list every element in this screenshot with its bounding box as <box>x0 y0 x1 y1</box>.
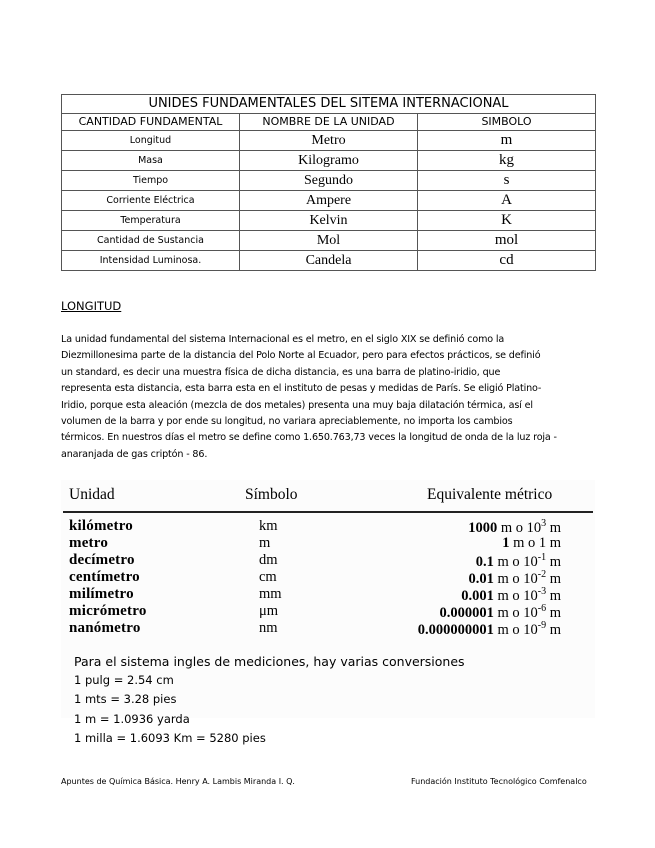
metric-symbol: μm <box>259 603 279 619</box>
footer-institution: Fundación Instituto Tecnológico Comfenalco <box>411 777 587 786</box>
metric-mid: m o 10 <box>493 570 538 587</box>
metric-exponent: -1 <box>537 552 547 563</box>
metric-symbol: m <box>259 535 271 551</box>
conversion-item: 1 m = 1.0936 yarda <box>74 711 190 726</box>
metric-tail: m <box>546 519 561 536</box>
metric-row <box>61 552 595 569</box>
unit-name-cell: Candela <box>240 251 418 271</box>
metric-mid: m o 1 m <box>509 535 561 551</box>
paragraph-line: La unidad fundamental del sistema Internacional es el metro, en el siglo XIX se definió como la <box>61 334 505 345</box>
metric-header-symbol: Símbolo <box>245 486 298 503</box>
unit-name-cell: Mol <box>240 231 418 251</box>
paragraph-line: volumen de la barra y por ende su longitud, no variara apreciablemente, no importa los cambios <box>61 416 513 428</box>
symbol-cell: cd <box>418 251 596 271</box>
unit-name-cell: Kilogramo <box>240 151 418 171</box>
symbol-cell: A <box>418 191 596 211</box>
metric-row <box>61 569 595 586</box>
metric-header-equivalent: Equivalente métrico <box>427 486 553 503</box>
conversions-intro: Para el sistema ingles de mediciones, hay varias conversiones <box>74 654 465 669</box>
fundamental-units-table <box>61 94 596 271</box>
paragraph-line: representa esta distancia, esta barra esta en el instituto de pesas y medidas de París. Se eligió Platino- <box>61 383 542 395</box>
metric-unit: kilómetro <box>69 518 134 534</box>
metric-symbol: km <box>259 518 278 534</box>
table-title: UNIDES FUNDAMENTALES DEL SITEMA INTERNACIONAL <box>62 95 596 114</box>
header-unit-name: NOMBRE DE LA UNIDAD <box>240 114 418 131</box>
table-row <box>62 151 596 171</box>
symbol-cell: kg <box>418 151 596 171</box>
metric-row <box>61 586 595 603</box>
english-conversions <box>74 652 465 748</box>
metric-symbol: mm <box>259 586 282 602</box>
metric-header-unit: Unidad <box>69 486 115 503</box>
metric-tail: m <box>546 621 561 638</box>
metric-exponent: 3 <box>541 518 547 529</box>
metric-tail: m <box>546 570 561 587</box>
table-row <box>62 251 596 271</box>
paragraph-line: anaranjada de gas criptón - 86. <box>61 448 208 460</box>
metric-value: 0.1 <box>475 553 494 570</box>
metric-exponent: -2 <box>537 569 547 580</box>
metric-symbol: nm <box>259 620 278 636</box>
metric-equivalent <box>439 603 561 622</box>
metric-equivalent <box>468 518 561 537</box>
table-title-row <box>62 95 596 114</box>
metric-value: 0.001 <box>461 587 494 604</box>
symbol-cell: mol <box>418 231 596 251</box>
header-symbol: SIMBOLO <box>418 114 596 131</box>
metric-equivalent <box>418 620 561 639</box>
metric-mid: m o 10 <box>493 621 538 638</box>
metric-tail: m <box>546 553 561 570</box>
paragraph-line: un standard, es decir una muestra física de dicha distancia, es una barra de platino-iridio, que <box>61 366 501 378</box>
metric-mid: m o 10 <box>497 519 542 536</box>
metric-equivalent <box>502 535 561 552</box>
metric-value: 0.000000001 <box>417 621 494 638</box>
metric-unit: decímetro <box>69 552 135 568</box>
unit-name-cell: Ampere <box>240 191 418 211</box>
metric-value: 0.01 <box>468 570 494 587</box>
table-row <box>62 211 596 231</box>
metric-row <box>61 620 595 637</box>
conversion-item: 1 mts = 3.28 pies <box>74 692 177 707</box>
header-quantity: CANTIDAD FUNDAMENTAL <box>62 114 240 131</box>
metric-equivalent <box>476 552 561 571</box>
metric-row <box>61 518 595 535</box>
quantity-cell: Intensidad Luminosa. <box>62 251 240 271</box>
metric-unit: micrómetro <box>69 603 147 619</box>
table-header-row <box>62 114 596 131</box>
quantity-cell: Cantidad de Sustancia <box>62 231 240 251</box>
metric-equivalent <box>468 569 561 588</box>
table-row <box>62 231 596 251</box>
body-paragraph <box>61 332 606 463</box>
paragraph-line: Iridio, porque esta aleación (mezcla de dos metales) presenta una muy baja dilatación térmica, así el <box>61 399 533 411</box>
metric-equivalent <box>461 586 561 605</box>
table-row <box>62 191 596 211</box>
metric-value: 1 <box>502 535 510 551</box>
quantity-cell: Tiempo <box>62 171 240 191</box>
section-heading: LONGITUD <box>61 299 122 313</box>
quantity-cell: Temperatura <box>62 211 240 231</box>
symbol-cell: s <box>418 171 596 191</box>
metric-exponent: -6 <box>537 603 547 614</box>
metric-symbol: cm <box>259 569 277 585</box>
metric-tail: m <box>546 604 561 621</box>
metric-tail: m <box>546 587 561 604</box>
metric-unit: metro <box>69 535 109 551</box>
conversion-item: 1 milla = 1.6093 Km = 5280 pies <box>74 730 266 745</box>
metric-unit: nanómetro <box>69 620 141 636</box>
metric-unit: milímetro <box>69 586 134 602</box>
table-row <box>62 171 596 191</box>
conversion-item: 1 pulg = 2.54 cm <box>74 673 174 687</box>
unit-name-cell: Segundo <box>240 171 418 191</box>
quantity-cell: Longitud <box>62 131 240 151</box>
metric-header-divider <box>63 511 593 513</box>
symbol-cell: m <box>418 131 596 151</box>
unit-name-cell: Metro <box>240 131 418 151</box>
metric-row <box>61 603 595 620</box>
footer-author: Apuntes de Química Básica. Henry A. Lambis Miranda I. Q. <box>61 777 295 786</box>
metric-mid: m o 10 <box>493 604 538 621</box>
metric-row <box>61 535 595 552</box>
metric-exponent: -9 <box>537 620 547 631</box>
metric-value: 1000 <box>468 519 498 536</box>
metric-mid: m o 10 <box>493 553 538 570</box>
metric-value: 0.000001 <box>439 604 494 621</box>
paragraph-line: térmicos. En nuestros días el metro se define como 1.650.763,73 veces la longitud de onda de la luz roja - <box>61 432 557 444</box>
symbol-cell: K <box>418 211 596 231</box>
table-row <box>62 131 596 151</box>
metric-symbol: dm <box>259 552 278 568</box>
unit-name-cell: Kelvin <box>240 211 418 231</box>
metric-unit: centímetro <box>69 569 140 585</box>
paragraph-line: Diezmillonesima parte de la distancia del Polo Norte al Ecuador, pero para efectos prácticos, se definió <box>61 350 541 362</box>
metric-exponent: -3 <box>537 586 547 597</box>
quantity-cell: Corriente Eléctrica <box>62 191 240 211</box>
metric-mid: m o 10 <box>493 587 538 604</box>
quantity-cell: Masa <box>62 151 240 171</box>
